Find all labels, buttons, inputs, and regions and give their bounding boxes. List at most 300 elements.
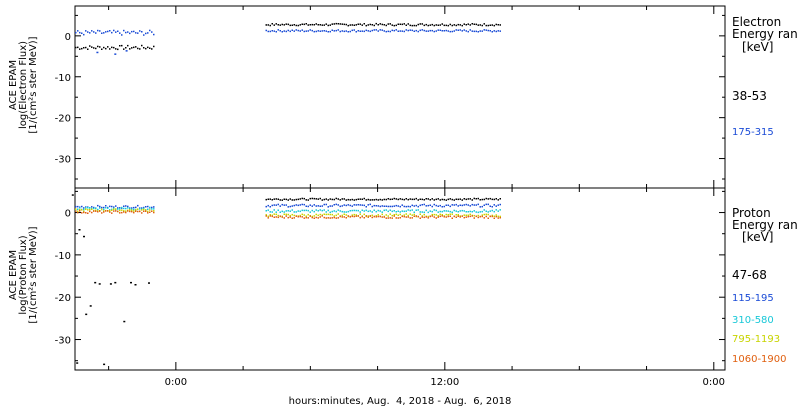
data-point <box>274 209 276 211</box>
data-point <box>500 216 502 218</box>
data-point <box>292 25 294 27</box>
data-point <box>129 33 131 35</box>
data-point <box>129 211 131 213</box>
data-point <box>392 215 394 217</box>
data-point <box>436 199 438 201</box>
data-point <box>127 210 129 212</box>
data-point <box>135 211 137 213</box>
data-point <box>153 34 155 36</box>
data-point <box>332 214 334 216</box>
data-point <box>278 29 280 31</box>
data-point <box>388 215 390 217</box>
data-point <box>486 204 488 206</box>
data-point <box>436 217 438 219</box>
data-point <box>424 30 426 32</box>
data-point <box>432 211 434 213</box>
data-point <box>105 205 107 207</box>
data-point <box>364 214 366 216</box>
data-point <box>378 24 380 26</box>
data-point <box>426 30 428 32</box>
data-point <box>286 23 288 25</box>
data-point <box>446 210 448 212</box>
data-point <box>308 199 310 201</box>
data-point <box>396 211 398 213</box>
data-point <box>113 30 115 32</box>
data-point <box>151 208 153 210</box>
data-point <box>408 209 410 211</box>
data-point <box>306 23 308 25</box>
data-point <box>370 210 372 212</box>
data-point <box>288 30 290 32</box>
data-point <box>75 47 77 49</box>
data-point <box>133 31 135 33</box>
data-point <box>274 213 276 215</box>
data-point <box>494 199 496 201</box>
data-point <box>376 199 378 201</box>
data-point <box>300 211 302 213</box>
data-point <box>318 24 320 26</box>
data-point <box>372 217 374 219</box>
data-point <box>436 24 438 26</box>
data-point <box>448 205 450 207</box>
data-point <box>99 210 101 212</box>
data-point <box>468 198 470 200</box>
data-point <box>416 30 418 32</box>
data-point <box>298 205 300 207</box>
data-point <box>270 198 272 200</box>
data-point <box>89 32 91 34</box>
data-point <box>326 211 328 213</box>
data-point <box>89 211 91 213</box>
data-point <box>85 207 87 209</box>
data-point <box>470 205 472 207</box>
data-point <box>476 211 478 213</box>
data-point <box>396 205 398 207</box>
data-point <box>386 31 388 33</box>
data-point <box>324 24 326 26</box>
data-point <box>72 194 74 196</box>
data-point <box>318 198 320 200</box>
data-point <box>432 30 434 32</box>
legend-item-1060-1900: 1060-1900 <box>732 354 787 365</box>
data-point <box>75 209 77 211</box>
data-point <box>450 24 452 26</box>
y-tick-label: 0 <box>64 208 71 220</box>
data-point <box>374 199 376 201</box>
data-point <box>143 47 145 49</box>
data-point <box>336 217 338 219</box>
data-point <box>110 283 112 285</box>
data-point <box>79 32 81 34</box>
data-point <box>268 24 270 26</box>
proton-legend-title-line1: Proton <box>732 206 771 220</box>
data-point <box>378 210 380 212</box>
data-point <box>402 24 404 26</box>
data-point <box>318 205 320 207</box>
data-point <box>414 25 416 27</box>
data-point <box>350 24 352 26</box>
data-point <box>410 217 412 219</box>
data-point <box>284 30 286 32</box>
data-point <box>153 210 155 212</box>
series-115-195 <box>75 204 501 209</box>
data-point <box>380 206 382 208</box>
data-point <box>422 211 424 213</box>
data-point <box>276 204 278 206</box>
data-point <box>428 217 430 219</box>
data-point <box>480 211 482 213</box>
data-point <box>306 210 308 212</box>
data-point <box>111 210 113 212</box>
data-point <box>368 216 370 218</box>
data-point <box>426 210 428 212</box>
data-point <box>366 210 368 212</box>
data-point <box>352 210 354 212</box>
data-point <box>83 47 85 49</box>
data-point <box>272 211 274 213</box>
data-point <box>466 216 468 218</box>
data-point <box>394 210 396 212</box>
data-point <box>388 23 390 25</box>
data-point <box>414 212 416 214</box>
data-point <box>382 216 384 218</box>
data-point <box>412 199 414 201</box>
data-point <box>145 206 147 208</box>
data-point <box>81 209 83 211</box>
data-point <box>294 211 296 213</box>
data-point <box>125 32 127 34</box>
data-point <box>488 204 490 206</box>
data-point <box>282 31 284 33</box>
data-point <box>280 30 282 32</box>
data-point <box>147 209 149 211</box>
data-point <box>358 199 360 201</box>
legend-item-38-53: 38-53 <box>732 89 767 103</box>
data-point <box>130 282 132 284</box>
data-point <box>274 217 276 219</box>
data-point <box>440 30 442 32</box>
data-point <box>336 204 338 206</box>
data-point <box>366 199 368 201</box>
data-point <box>332 199 334 201</box>
data-point <box>107 207 109 209</box>
data-point <box>330 212 332 214</box>
data-point <box>440 211 442 213</box>
data-point <box>392 199 394 201</box>
data-point <box>374 210 376 212</box>
data-point <box>488 211 490 213</box>
data-point <box>137 32 139 34</box>
data-point <box>83 34 85 36</box>
data-point <box>398 205 400 207</box>
data-point <box>286 215 288 217</box>
data-point <box>368 24 370 26</box>
data-point <box>410 210 412 212</box>
data-point <box>412 25 414 27</box>
data-point <box>276 216 278 218</box>
data-point <box>482 25 484 27</box>
data-point <box>314 211 316 213</box>
data-point <box>141 31 143 33</box>
data-point <box>97 211 99 213</box>
data-point <box>388 211 390 213</box>
data-point <box>434 25 436 27</box>
data-point <box>75 210 77 212</box>
data-point <box>348 211 350 213</box>
data-point <box>474 204 476 206</box>
data-point <box>292 205 294 207</box>
data-point <box>430 210 432 212</box>
data-point <box>276 198 278 200</box>
data-point <box>147 47 149 49</box>
data-point <box>278 199 280 201</box>
data-point <box>408 206 410 208</box>
data-point <box>340 210 342 212</box>
data-point <box>472 215 474 217</box>
data-point <box>410 213 412 215</box>
data-point <box>428 30 430 32</box>
data-point <box>296 199 298 201</box>
data-point <box>332 205 334 207</box>
data-point <box>334 210 336 212</box>
data-point <box>266 206 268 208</box>
data-point <box>278 204 280 206</box>
data-point <box>87 213 89 215</box>
data-point <box>452 199 454 201</box>
data-point <box>500 24 502 26</box>
data-point <box>103 209 105 211</box>
data-point <box>125 210 127 212</box>
data-point <box>145 48 147 50</box>
data-point <box>398 211 400 213</box>
data-point <box>400 30 402 32</box>
data-point <box>97 30 99 32</box>
data-point <box>286 204 288 206</box>
data-point <box>266 215 268 217</box>
data-point <box>348 204 350 206</box>
data-point <box>356 199 358 201</box>
data-point <box>448 214 450 216</box>
data-point <box>414 205 416 207</box>
data-point <box>498 204 500 206</box>
data-point <box>402 204 404 206</box>
data-point <box>346 30 348 32</box>
data-point <box>300 30 302 32</box>
data-point <box>81 33 83 35</box>
data-point <box>139 30 141 32</box>
data-point <box>380 216 382 218</box>
data-point <box>282 204 284 206</box>
series-38-53 <box>75 23 501 50</box>
data-point <box>151 31 153 33</box>
data-point <box>476 31 478 32</box>
data-point <box>366 25 368 27</box>
data-point <box>322 199 324 201</box>
data-point <box>93 47 95 49</box>
data-point <box>430 205 432 207</box>
data-point <box>454 199 456 201</box>
data-point <box>418 209 420 211</box>
data-point <box>292 199 294 201</box>
data-point <box>127 31 129 33</box>
data-point <box>372 215 374 217</box>
data-point <box>368 199 370 201</box>
data-point <box>151 48 153 50</box>
data-point <box>314 215 316 217</box>
data-point <box>464 204 466 206</box>
data-point <box>488 214 490 216</box>
data-point <box>444 30 446 32</box>
data-point <box>139 48 141 50</box>
data-point <box>133 47 135 49</box>
data-point <box>99 206 101 208</box>
data-point <box>494 30 496 32</box>
data-point <box>87 31 89 33</box>
data-point <box>404 216 406 218</box>
data-point <box>302 29 304 31</box>
data-point <box>90 305 92 307</box>
data-point <box>306 199 308 201</box>
data-point <box>324 209 326 211</box>
data-point <box>422 23 424 25</box>
data-point <box>127 45 129 47</box>
data-point <box>452 204 454 206</box>
data-point <box>107 210 109 212</box>
data-point <box>352 216 354 218</box>
data-point <box>310 215 312 217</box>
data-point <box>464 198 466 200</box>
data-point <box>316 214 318 216</box>
data-point <box>462 205 464 207</box>
data-point <box>398 199 400 201</box>
data-point <box>280 205 282 207</box>
data-point <box>414 31 416 33</box>
data-point <box>458 205 460 207</box>
data-point <box>318 30 320 32</box>
data-point <box>290 198 292 200</box>
data-point <box>448 216 450 218</box>
data-point <box>358 24 360 26</box>
data-point <box>420 199 422 201</box>
data-point <box>296 204 298 206</box>
data-point <box>103 32 105 34</box>
data-point <box>418 31 420 33</box>
data-point <box>484 23 486 25</box>
data-point <box>312 24 314 26</box>
data-point <box>304 24 306 26</box>
data-point <box>304 214 306 216</box>
data-point <box>362 210 364 212</box>
data-point <box>344 216 346 218</box>
data-point <box>123 206 125 208</box>
data-point <box>378 214 380 216</box>
data-point <box>370 24 372 26</box>
data-point <box>282 199 284 201</box>
data-point <box>436 205 438 207</box>
data-point <box>105 31 107 32</box>
data-point <box>330 214 332 216</box>
data-point <box>266 199 268 201</box>
data-point <box>268 209 270 211</box>
data-point <box>408 199 410 201</box>
data-point <box>290 206 292 208</box>
data-point <box>446 205 448 207</box>
data-point <box>478 217 480 219</box>
data-point <box>143 34 145 36</box>
data-point <box>376 29 378 31</box>
data-point <box>340 23 342 25</box>
data-point <box>340 199 342 201</box>
data-point <box>284 24 286 26</box>
data-point <box>438 215 440 217</box>
data-point <box>117 211 119 213</box>
data-point <box>123 48 125 50</box>
data-point <box>344 24 346 26</box>
data-point <box>454 204 456 206</box>
data-point <box>382 199 384 201</box>
data-point <box>320 216 322 218</box>
data-point <box>276 31 278 33</box>
data-point <box>338 213 340 215</box>
data-point <box>300 204 302 206</box>
data-point <box>105 210 107 212</box>
data-point <box>284 217 286 219</box>
data-point <box>298 30 300 32</box>
data-point <box>434 216 436 218</box>
data-point <box>418 216 420 218</box>
data-point <box>388 31 390 32</box>
data-point <box>76 362 78 364</box>
data-point <box>492 210 494 212</box>
data-point <box>474 210 476 212</box>
data-point <box>310 204 312 206</box>
data-point <box>324 30 326 32</box>
data-point <box>358 204 360 206</box>
data-point <box>314 218 316 220</box>
data-point <box>135 207 137 209</box>
data-point <box>109 30 111 32</box>
data-point <box>131 47 133 49</box>
data-point <box>374 205 376 207</box>
data-point <box>464 23 466 25</box>
data-point <box>492 24 494 26</box>
data-point <box>282 216 284 218</box>
data-point <box>139 211 141 213</box>
data-point <box>470 24 472 26</box>
data-point <box>328 210 330 212</box>
data-point <box>488 218 490 220</box>
data-point <box>346 217 348 219</box>
data-point <box>434 199 436 201</box>
data-point <box>318 210 320 212</box>
data-point <box>428 216 430 218</box>
data-point <box>268 199 270 201</box>
data-point <box>115 205 117 207</box>
data-point <box>392 217 394 219</box>
data-point <box>426 24 428 26</box>
data-point <box>468 216 470 218</box>
data-point <box>115 208 117 210</box>
data-point <box>372 24 374 26</box>
data-point <box>464 210 466 212</box>
data-point <box>334 30 336 32</box>
data-point <box>354 29 356 31</box>
y-tick-label: -10 <box>54 72 71 84</box>
data-point <box>434 214 436 216</box>
data-point <box>300 24 302 26</box>
data-point <box>438 216 440 218</box>
data-point <box>296 215 298 217</box>
